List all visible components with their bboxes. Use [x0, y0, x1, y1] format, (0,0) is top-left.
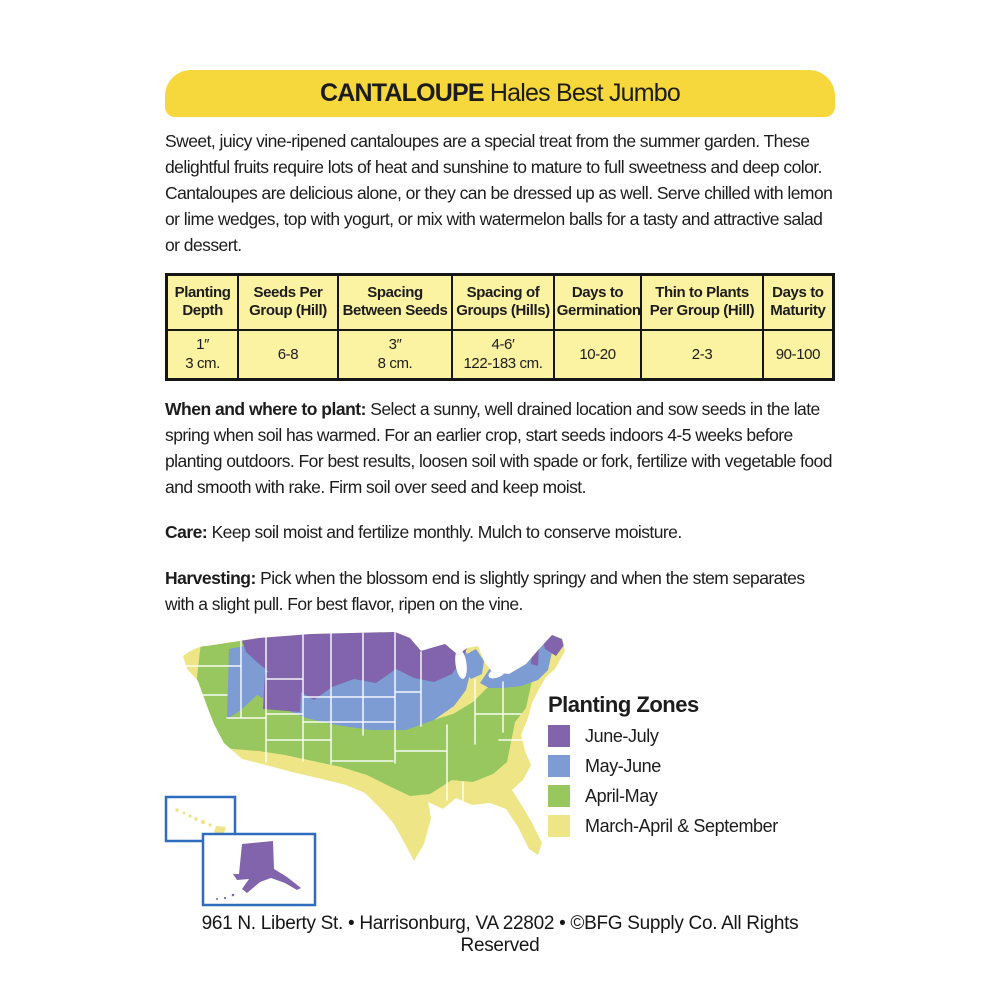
footer-address: 961 N. Liberty St. • Harrisonburg, VA 22802 • ©BFG Supply Co. All Rights Reserved — [201, 913, 799, 956]
section-text: Select a sunny, well drained location and sow seeds in the late spring when soil has warmed. For an earlier crop, start seeds indoors 4-5 weeks before planting outdoors. For best results, loosen soil with spade or fork, fertilize with vegetable food and smooth with rake. Firm soil over seed and keep moist. — [165, 399, 832, 497]
section-when-where-to-plant — [165, 396, 835, 500]
header-bar — [165, 70, 835, 117]
zone-june-july-vermont — [531, 646, 539, 666]
legend-item — [548, 725, 835, 747]
section-care — [165, 519, 835, 545]
section-label: Harvesting: — [165, 568, 256, 588]
section-label: When and where to plant: — [165, 399, 366, 419]
cell-seeds-per-group: 6-8 — [238, 330, 338, 380]
lake-superior — [409, 631, 450, 645]
cell-spacing-between-seeds: 3″ 8 cm. — [338, 330, 452, 380]
packet-crop-title: CANTALOUPE — [320, 79, 484, 107]
cell-spacing-of-groups: 4-6′ 122-183 cm. — [452, 330, 554, 380]
section-text: Pick when the blossom end is slightly springy and when the stem separates with a slight pull. For best flavor, ripen on the vine. — [165, 568, 805, 614]
column-header-seeds-per-group: Seeds Per Group (Hill) — [238, 275, 338, 330]
zone-june-july-wyoming — [263, 672, 302, 712]
packet-variety-title: Hales Best Jumbo — [489, 79, 680, 107]
section-label: Care: — [165, 522, 208, 542]
legend-label: June-July — [585, 726, 659, 746]
column-header-spacing-between-seeds: Spacing Between Seeds — [338, 275, 452, 330]
column-header-spacing-of-groups: Spacing of Groups (Hills) — [452, 275, 554, 330]
legend-item — [548, 785, 835, 807]
table-data-row — [167, 330, 834, 380]
legend-item — [548, 755, 835, 777]
column-header-days-to-maturity: Days to Maturity — [763, 275, 834, 330]
legend-label: April-May — [585, 786, 658, 806]
legend-swatch-may-june — [548, 755, 570, 777]
legend-label: May-June — [585, 756, 661, 776]
planting-info-table — [165, 273, 835, 381]
legend-swatch-march-april-september — [548, 815, 570, 837]
legend-swatch-april-may — [548, 785, 570, 807]
legend-title: Planting Zones — [548, 692, 699, 717]
column-header-thin-to-plants: Thin to Plants Per Group (Hill) — [641, 275, 762, 330]
us-planting-zones-map — [163, 622, 583, 917]
cell-planting-depth: 1″ 3 cm. — [167, 330, 239, 380]
section-harvesting — [165, 565, 835, 617]
description-paragraph: Sweet, juicy vine-ripened cantaloupes are a special treat from the summer garden. These delightful fruits require lots of heat and sunshine to mature to full sweetness and deep color. Cantaloupes are delicious alone, or they can be dressed up as well. Serve chilled with lemon or lime wedges, top with yogurt, or mix with watermelon balls for a tasty and attractive salad or dessert. — [165, 131, 833, 255]
alaska-inset — [203, 834, 315, 905]
cell-days-to-maturity: 90-100 — [763, 330, 834, 380]
cell-days-to-germination: 10-20 — [554, 330, 642, 380]
cell-thin-to-plants: 2-3 — [641, 330, 762, 380]
legend-swatch-june-july — [548, 725, 570, 747]
section-text: Keep soil moist and fertilize monthly. Mulch to conserve moisture. — [211, 522, 682, 542]
legend-item — [548, 815, 835, 837]
column-header-days-to-germination: Days to Germination — [554, 275, 642, 330]
seed-packet-back — [165, 0, 835, 957]
planting-zones-legend — [548, 692, 835, 845]
column-header-planting-depth: Planting Depth — [167, 275, 239, 330]
table-header-row — [167, 275, 834, 330]
planting-zones-section — [165, 622, 835, 907]
legend-label: March-April & September — [585, 816, 778, 836]
